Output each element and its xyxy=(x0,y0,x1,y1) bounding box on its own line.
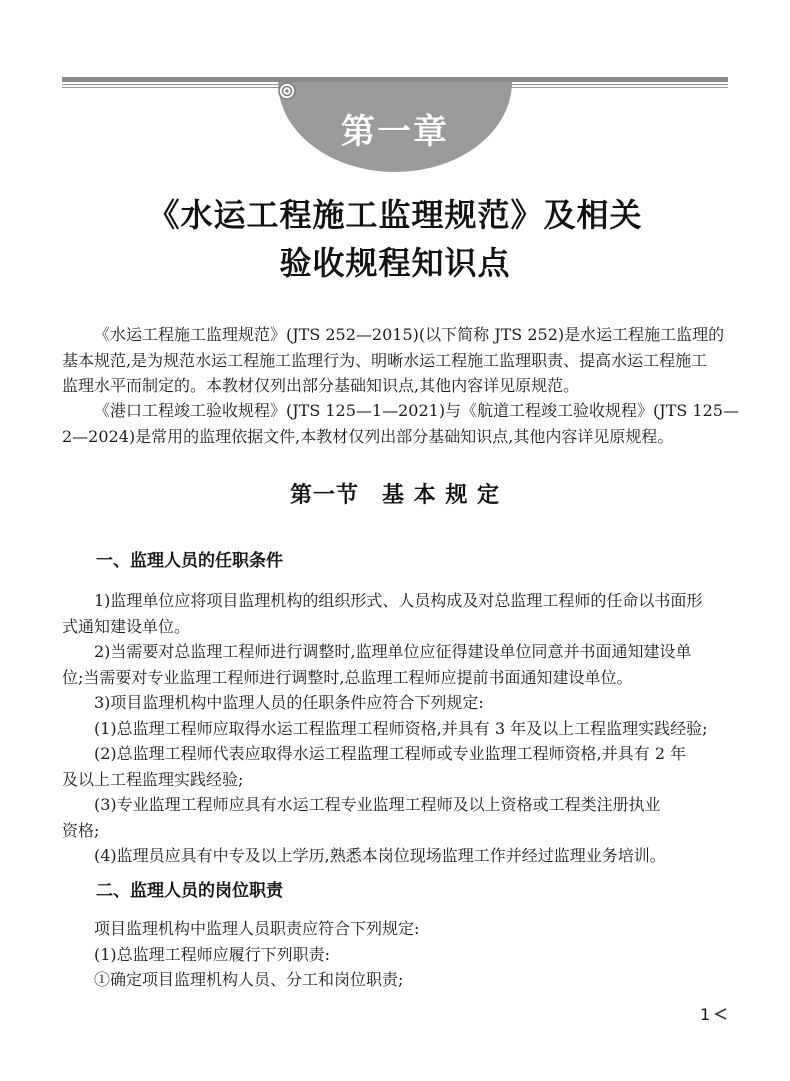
intro-p2-line: 《港口工程竣工验收规程》(JTS 125—1—2021)与《航道工程竣工验收规程》(JTS 125— xyxy=(94,401,739,420)
body-line: 2)当需要对总监理工程师进行调整时,监理单位应征得建设单位同意并书面通知建设单 xyxy=(94,642,692,661)
body-line: 式通知建设单位。 xyxy=(62,616,191,636)
intro-p1-line: 监理水平而制定的。本教材仅列出部分基础知识点,其他内容详见原规范。 xyxy=(62,376,580,395)
body-line: 资格; xyxy=(62,820,100,840)
body-line: (2)总监理工程师代表应取得水运工程监理工程师或专业监理工程师资格,并具有 2 年 xyxy=(94,744,687,763)
body-line: 项目监理机构中监理人员职责应符合下列规定: xyxy=(94,919,420,938)
subsection-2-body xyxy=(62,916,730,993)
subsection-heading-1: 一、监理人员的任职条件 xyxy=(96,551,283,571)
chapter-title-line-1: 《水运工程施工监理规范》及相关 xyxy=(147,196,643,234)
target-icon xyxy=(278,82,296,100)
intro-paragraph-2 xyxy=(62,398,739,449)
intro-p1-line: 《水运工程施工监理规范》(JTS 252—2015)(以下简称 JTS 252)是水运工程施工监理的 xyxy=(94,325,725,344)
body-line: 位;当需要对专业监理工程师进行调整时,总监理工程师应提前书面通知建设单位。 xyxy=(62,667,633,687)
page-number: 1 xyxy=(700,1005,711,1024)
body-line: ①确定项目监理机构人员、分工和岗位职责; xyxy=(94,970,404,989)
subsection-1-body xyxy=(62,588,730,869)
page-arrow-icon xyxy=(712,1006,728,1022)
body-line: (1)总监理工程师应履行下列职责: xyxy=(94,944,331,964)
chapter-label: 第一章 xyxy=(341,112,449,152)
section-title: 第一节 基 本 规 定 xyxy=(290,482,500,508)
chapter-badge xyxy=(278,82,512,172)
subsection-heading-2: 二、监理人员的岗位职责 xyxy=(96,881,283,901)
body-line: (1)总监理工程师应取得水运工程监理工程师资格,并具有 3 年及以上工程监理实践经验; xyxy=(94,718,708,738)
body-line: (4)监理员应具有中专及以上学历,熟悉本岗位现场监理工作并经过监理业务培训。 xyxy=(94,846,666,865)
body-line: (3)专业监理工程师应具有水运工程专业监理工程师及以上资格或工程类注册执业 xyxy=(94,795,661,814)
intro-p1-line: 基本规范,是为规范水运工程施工监理行为、明晰水运工程施工监理职责、提高水运工程施工 xyxy=(62,350,708,370)
body-line: 及以上工程监理实践经验; xyxy=(62,769,244,789)
body-line: 3)项目监理机构中监理人员的任职条件应符合下列规定: xyxy=(94,693,484,712)
chapter-title-line-2: 验收规程知识点 xyxy=(279,244,511,282)
body-line: 1)监理单位应将项目监理机构的组织形式、人员构成及对总监理工程师的任命以书面形 xyxy=(94,591,703,610)
intro-paragraph-1 xyxy=(62,322,730,399)
intro-p2-line: 2—2024)是常用的监理依据文件,本教材仅列出部分基础知识点,其他内容详见原规程。 xyxy=(62,426,674,446)
